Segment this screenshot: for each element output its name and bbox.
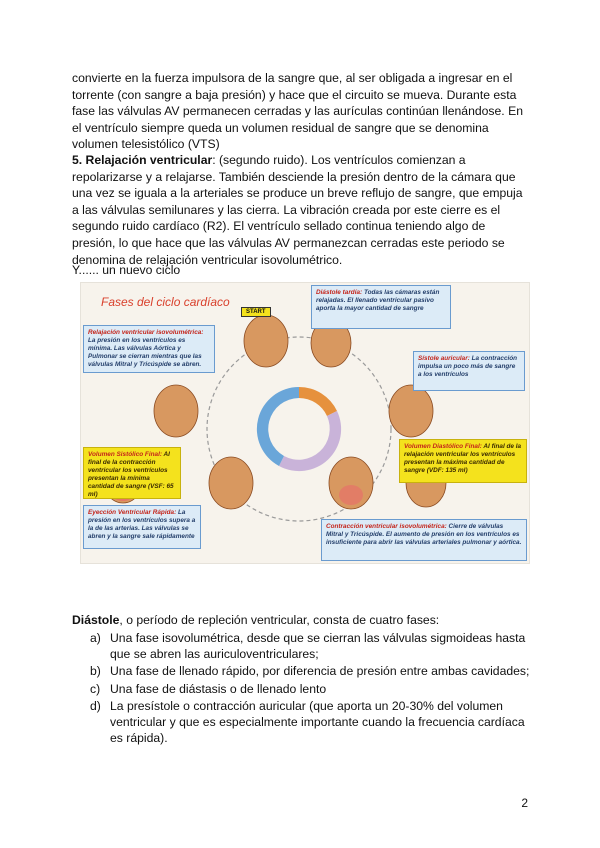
box-vdf: Volumen Diastólico Final: Al final de la relajación ventricular los ventrículos presentan la máxima cantidad de sangre (VDF: 135 ml)	[399, 439, 527, 483]
heading-diastole: Diástole	[72, 613, 120, 627]
figure-title: Fases del ciclo cardíaco	[101, 295, 230, 309]
box-eyeccion-rapida: Eyección Ventricular Rápida: La presión en los ventrículos supera a la de las arterias. Las válvulas se abren y la sangre sale rápidamente	[83, 505, 201, 549]
box-sistole-auricular: Sístole auricular: La contracción impulsa un poco más de sangre a los ventrículos	[413, 351, 525, 391]
heart-illustration	[389, 385, 433, 437]
heart-illustration	[209, 457, 253, 509]
relajacion-body: : (segundo ruido). Los ventrículos comienzan a repolarizarse y a relajarse. También desciende la presión dentro de la cámara que una vez se iguala a la arteriales se produce un breve reflujo de sangre, que empuja a las válvulas semilunares y las cierra. La vibración creada por este cierre es el segundo ruido cardíaco (R2). El ventrículo sellado continua teniendo algo de presión, lo que hace que las válvulas AV permanezcan cerradas este periodo se denomina de relajación ventricular isovolumétrico.	[72, 153, 523, 267]
heart-illustration	[244, 315, 288, 367]
cardiac-cycle-figure	[80, 282, 530, 564]
list-item: a) Una fase isovolumétrica, desde que se cierran las válvulas sigmoideas hasta que se abren las auriculoventriculares;	[90, 631, 526, 662]
list-item: d) La presístole o contracción auricular (que aporta un 20-30% del volumen ventricular y que es especialmente importante cuando la frecuencia cardíaca es rápida).	[90, 698, 525, 746]
box-vsf: Volumen Sistólico Final: Al final de la contracción ventricular los ventrículos presentan la mínima cantidad de sangre (VSF: 65 ml)	[83, 447, 181, 499]
heart-illustration	[154, 385, 198, 437]
diastole-intro: , o período de repleción ventricular, consta de cuatro fases:	[119, 613, 440, 627]
paragraph-sistole-end: convierte en la fuerza impulsora de la sangre que, al ser obligada a ingresar en el torrente (con sangre a baja presión) y hace que el circuito se mueva. Durante esta fase las válvulas AV permanecen cerradas y las aurículas continúan llenándose. En el ventrículo siempre queda un volumen residual de sangre que se denomina volumen telesistólico (VTS)	[72, 71, 523, 152]
paragraph-relajacion-ventricular	[72, 152, 528, 268]
box-diastole-tardia: Diástole tardía: Todas las cámaras están relajadas. El llenado ventricular pasivo aporta la mayor cantidad de sangre	[311, 285, 451, 329]
paragraph-nuevo-ciclo: Y...... un nuevo ciclo	[72, 263, 181, 277]
list-item: b) Una fase de llenado rápido, por diferencia de presión entre ambas cavidades;	[90, 664, 530, 679]
paragraph-diastole	[72, 612, 528, 629]
box-relajacion-isovolumetrica: Relajación ventricular isovolumétrica: La presión en los ventrículos es mínima. Las válvulas Aórtica y Pulmonar se cierran mientras que las válvulas Mitral y Tricúspide se abren.	[83, 325, 215, 373]
list-item: c) Una fase de diástasis o de llenado lento	[90, 681, 327, 696]
heading-relajacion-ventricular: 5. Relajación ventricular	[72, 153, 213, 167]
ring-center	[269, 399, 329, 459]
page-number: 2	[521, 796, 528, 810]
start-label: START	[241, 307, 271, 317]
box-contraccion-isovolumetrica: Contracción ventricular isovolumétrica: Cierre de válvulas Mitral y Tricúspide. El aumento de presión en los ventrículos es insuficiente para abrir las válvulas arteriales pulmonar y aórtica.	[321, 519, 527, 561]
diastole-phase-list	[90, 630, 530, 747]
